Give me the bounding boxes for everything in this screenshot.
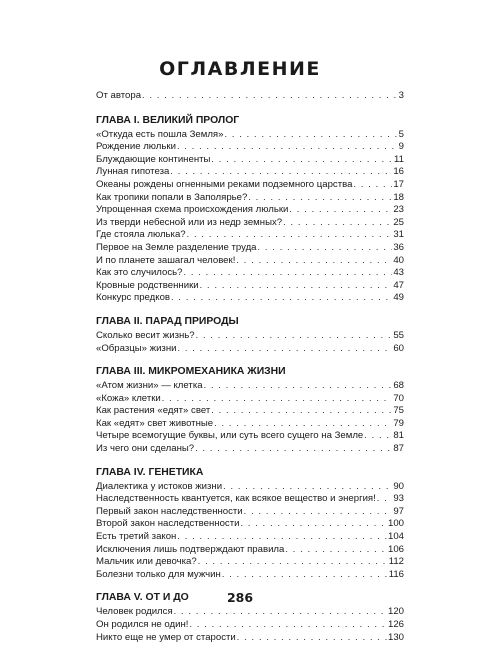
toc-entry-label: Диалектика у истоков жизни [96,480,223,492]
toc-entry [96,153,404,166]
table-of-contents [96,89,404,643]
toc-entry-page: 112 [388,556,404,568]
toc-entry [96,165,404,178]
toc-entry [96,216,404,229]
toc-entry-page: 49 [393,292,404,304]
toc-entry-label: «Кожа» клетки [96,392,161,404]
dot-leader [258,241,393,254]
toc-entry-page: 81 [393,430,404,442]
dot-leader [377,492,393,505]
dot-leader [196,329,393,342]
dot-leader [177,342,392,355]
dot-leader [248,191,392,204]
toc-entry-label: И по планете зашагал человек! [96,254,236,266]
chapter-heading: ГЛАВА I. ВЕЛИКИЙ ПРОЛОГ [96,114,240,126]
dot-leader [211,404,392,417]
dot-leader [214,417,392,430]
dot-leader [177,140,398,153]
toc-entry-label: Четыре всемогущие буквы, или суть всего сущего на Земле [96,430,364,442]
dot-leader [170,165,392,178]
toc-entry [96,128,404,141]
toc-entry-label: Исключения лишь подтверждают правила [96,543,285,555]
toc-entry [96,228,404,241]
chapter-heading: ГЛАВА V. ОТ И ДО [96,592,189,604]
toc-entry [96,618,404,631]
toc-entry-page: 126 [387,619,404,630]
dot-leader [198,555,388,568]
toc-entry-label: «Откуда есть пошла Земля» [96,128,224,140]
toc-entry [96,555,404,568]
dot-leader [177,530,387,543]
toc-entry [96,442,404,455]
chapter-heading: ГЛАВА III. МИКРОМЕХАНИКА ЖИЗНИ [96,366,286,378]
toc-entry [96,517,404,530]
toc-entry-label: Наследственность квантуется, как всякое вещество и энергия! [96,493,376,505]
toc-entry-label: От автора [96,90,142,101]
dot-leader [204,379,393,392]
dot-leader [289,203,392,216]
toc-chapter [96,466,404,581]
dot-leader [189,618,387,631]
toc-entry-page: 3 [398,90,404,101]
toc-entry-label: Как «едят» свет животные [96,417,214,429]
dot-leader [237,631,387,644]
toc-entry [96,329,404,342]
toc-entry [96,417,404,430]
toc-entry-label: Болезни только для мужчин [96,568,221,580]
toc-entry-page: 104 [387,531,404,543]
dot-leader [224,128,397,141]
toc-entry-label: «Атом жизни» — клетка [96,380,203,392]
toc-entry [96,241,404,254]
toc-entry [96,568,404,581]
toc-entry-label: Где стояла люлька? [96,229,186,241]
toc-entry [96,379,404,392]
toc-entry-label: Океаны рождены огненными реками подземного царства [96,178,353,190]
toc-entry-label: Из чего они сделаны? [96,443,195,455]
toc-entry-label: Как растения «едят» свет [96,405,211,417]
toc-entry-label: Мальчик или девочка? [96,556,197,568]
toc-entry [96,429,404,442]
dot-leader [171,291,392,304]
toc-entry-page: 130 [387,631,404,643]
dot-leader [200,279,393,292]
page-number: 286 [226,590,254,605]
dot-leader [211,153,393,166]
page-title: ОГЛАВЛЕНИЕ [159,58,321,80]
toc-entry-page: 11 [394,153,404,165]
toc-entry [96,505,404,518]
toc-entry [96,279,404,292]
toc-entry [96,254,404,267]
toc-entry-page: 93 [393,493,404,505]
toc-entry [96,392,404,405]
toc-entry-page: 5 [398,128,404,140]
toc-entry-label: Как тропики попали в Заполярье? [96,191,248,203]
toc-entry-page: 16 [393,166,404,178]
toc-entry-label: Упрощенная схема происхождения люльки [96,204,289,216]
dot-leader [195,442,392,455]
toc-entry-page: 47 [393,279,404,291]
chapter-heading: ГЛАВА IV. ГЕНЕТИКА [96,466,204,478]
dot-leader [142,89,398,102]
toc-entry-label: Кровные родственники [96,279,199,291]
dot-leader [364,429,392,442]
toc-entry [96,404,404,417]
toc-entry-page: 106 [387,543,404,555]
dot-leader [283,216,392,229]
dot-leader [187,228,393,241]
toc-entry [96,492,404,505]
toc-entry-page: 68 [393,380,404,392]
dot-leader [174,605,387,618]
toc-entry-label: Он родился не один! [96,619,189,630]
toc-entry [96,203,404,216]
toc-entry [96,631,404,644]
toc-entry-page: 31 [393,229,404,241]
toc-chapter [96,365,404,455]
toc-entry-label: Первый закон наследственности [96,505,243,517]
toc-entry-page: 79 [393,417,404,429]
toc-entry-page: 18 [393,191,404,203]
toc-entry-page: 87 [393,443,404,455]
toc-entry-label: Рождение люльки [96,141,176,153]
dot-leader [223,480,392,493]
toc-entry-page: 120 [387,606,404,618]
dot-leader [222,568,388,581]
toc-entry-page: 17 [393,178,404,190]
toc-entry-page: 43 [393,267,404,279]
toc-entry-page: 97 [393,505,404,517]
toc-entry-page: 9 [398,141,404,153]
toc-entry [96,140,404,153]
toc-entry [96,543,404,556]
dot-leader [162,392,393,405]
toc-entry-label: Никто еще не умер от старости [96,631,236,643]
dot-leader [236,254,392,267]
dot-leader [285,543,387,556]
toc-entry [96,266,404,279]
toc-entry [96,291,404,304]
toc-entry-page: 25 [393,216,404,228]
dot-leader [244,505,393,518]
toc-entry [96,530,404,543]
toc-entry-page: 40 [393,254,404,266]
toc-entry-label: Как это случилось? [96,267,183,279]
toc-entry-page: 75 [393,405,404,417]
toc-entry-label: «Образцы» жизни [96,342,177,354]
toc-entry-label: Сколько весит жизнь? [96,329,195,341]
toc-entry-label: Второй закон наследственности [96,518,240,530]
toc-entry-intro [96,89,404,102]
toc-entry-label: Блуждающие континенты [96,153,211,165]
toc-entry-label: Лунная гипотеза [96,166,170,178]
chapter-heading: ГЛАВА II. ПАРАД ПРИРОДЫ [96,315,239,327]
dot-leader [240,517,387,530]
toc-entry [96,342,404,355]
toc-chapter [96,114,404,304]
dot-leader [353,178,392,191]
toc-entry [96,605,404,618]
toc-entry-page: 55 [393,329,404,341]
toc-entry [96,191,404,204]
toc-entry-label: Есть третий закон [96,531,177,543]
toc-entry-label: Конкурс предков [96,292,171,304]
toc-entry [96,178,404,191]
toc-entry-page: 116 [388,568,404,580]
toc-entry-page: 23 [393,204,404,216]
dot-leader [183,266,392,279]
toc-entry-label: Из тверди небесной или из недр земных? [96,216,283,228]
toc-entry-page: 90 [393,480,404,492]
toc-entry-page: 36 [393,241,404,253]
toc-entry-label: Первое на Земле разделение труда [96,241,257,253]
toc-entry-page: 60 [393,342,404,354]
toc-entry [96,480,404,493]
toc-entry-label: Человек родился [96,606,173,618]
toc-entry-page: 70 [393,392,404,404]
toc-entry-page: 100 [387,518,404,530]
toc-chapter [96,315,404,354]
